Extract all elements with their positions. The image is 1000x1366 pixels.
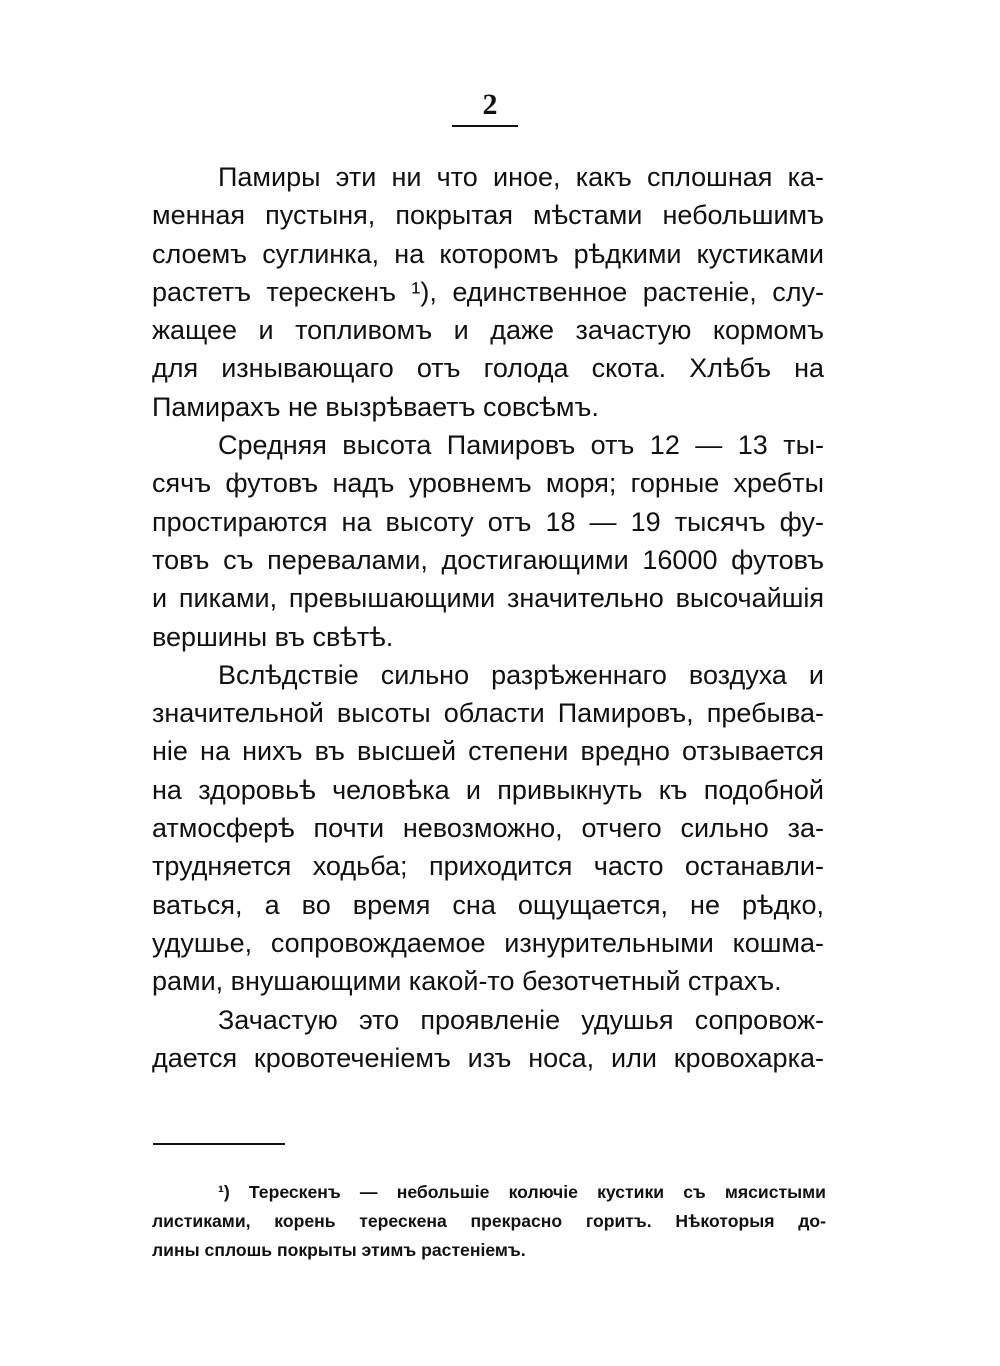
text-line: дается кровотеченiемъ изъ носа, или кровохарка- bbox=[152, 1042, 824, 1073]
text-line: значительной высоты области Памировъ, пребыва- bbox=[152, 698, 824, 729]
text-line: Памирахъ не вызрѣваетъ совсѣмъ. bbox=[152, 391, 599, 422]
text-line: атмосферѣ почти невозможно, отчего сильно за- bbox=[152, 813, 824, 844]
text-line: Средняя высота Памировъ отъ 12 — 13 ты- bbox=[218, 430, 824, 461]
text-line: ваться, а во время сна ощущается, не рѣдко, bbox=[152, 889, 824, 920]
text-line: менная пустыня, покрытая мѣстами небольшимъ bbox=[152, 200, 824, 231]
footnote-line: лины сплошь покрыты этимъ растенiемъ. bbox=[152, 1240, 526, 1260]
text-line: Зачастую это проявленiе удушья сопровож- bbox=[218, 1004, 824, 1035]
footnote-line: ¹) Терескенъ — небольшiе колючiе кустики съ мясистыми bbox=[218, 1182, 826, 1202]
footnote bbox=[152, 1178, 826, 1265]
text-line: Памиры эти ни что иное, какъ сплошная ка- bbox=[218, 162, 824, 192]
text-line: товъ съ перевалами, достигающими 16000 футовъ bbox=[152, 544, 824, 575]
text-line: и пиками, превышающими значительно высочайшiя bbox=[152, 583, 824, 614]
text-line: нiе на нихъ въ высшей степени вредно отзывается bbox=[152, 736, 824, 767]
page-number: 2 bbox=[482, 88, 498, 121]
text-line: вершины въ свѣтѣ. bbox=[152, 621, 394, 652]
text-line: рами, внушающими какой-то безотчетный страхъ. bbox=[152, 966, 782, 997]
footnote-rule bbox=[153, 1143, 285, 1145]
text-line: Вслѣдствiе сильно разрѣженнаго воздуха и bbox=[218, 659, 824, 690]
text-line: удушье, сопровождаемое изнурительными кошма- bbox=[152, 927, 824, 958]
text-line: трудняется ходьба; приходится часто останавли- bbox=[152, 851, 824, 882]
text-line: жащее и топливомъ и даже зачастую кормомъ bbox=[152, 315, 824, 346]
body-text bbox=[152, 158, 824, 1077]
text-line: слоемъ суглинка, на которомъ рѣдкими кустиками bbox=[152, 238, 824, 269]
text-line: для изнывающаго отъ голода скота. Хлѣбъ на bbox=[152, 353, 824, 384]
page-number-rule bbox=[452, 125, 518, 127]
text-line: на здоровьѣ человѣка и привыкнуть къ подобной bbox=[152, 774, 824, 805]
text-line: простираются на высоту отъ 18 — 19 тысячъ фу- bbox=[152, 506, 824, 537]
footnote-line: листиками, корень терескена прекрасно горитъ. Нѣкоторыя до- bbox=[152, 1211, 826, 1231]
text-line: растетъ терескенъ ¹), единственное растенiе, слу- bbox=[152, 276, 824, 307]
text-line: сячъ футовъ надъ уровнемъ моря; горные хребты bbox=[152, 468, 824, 499]
